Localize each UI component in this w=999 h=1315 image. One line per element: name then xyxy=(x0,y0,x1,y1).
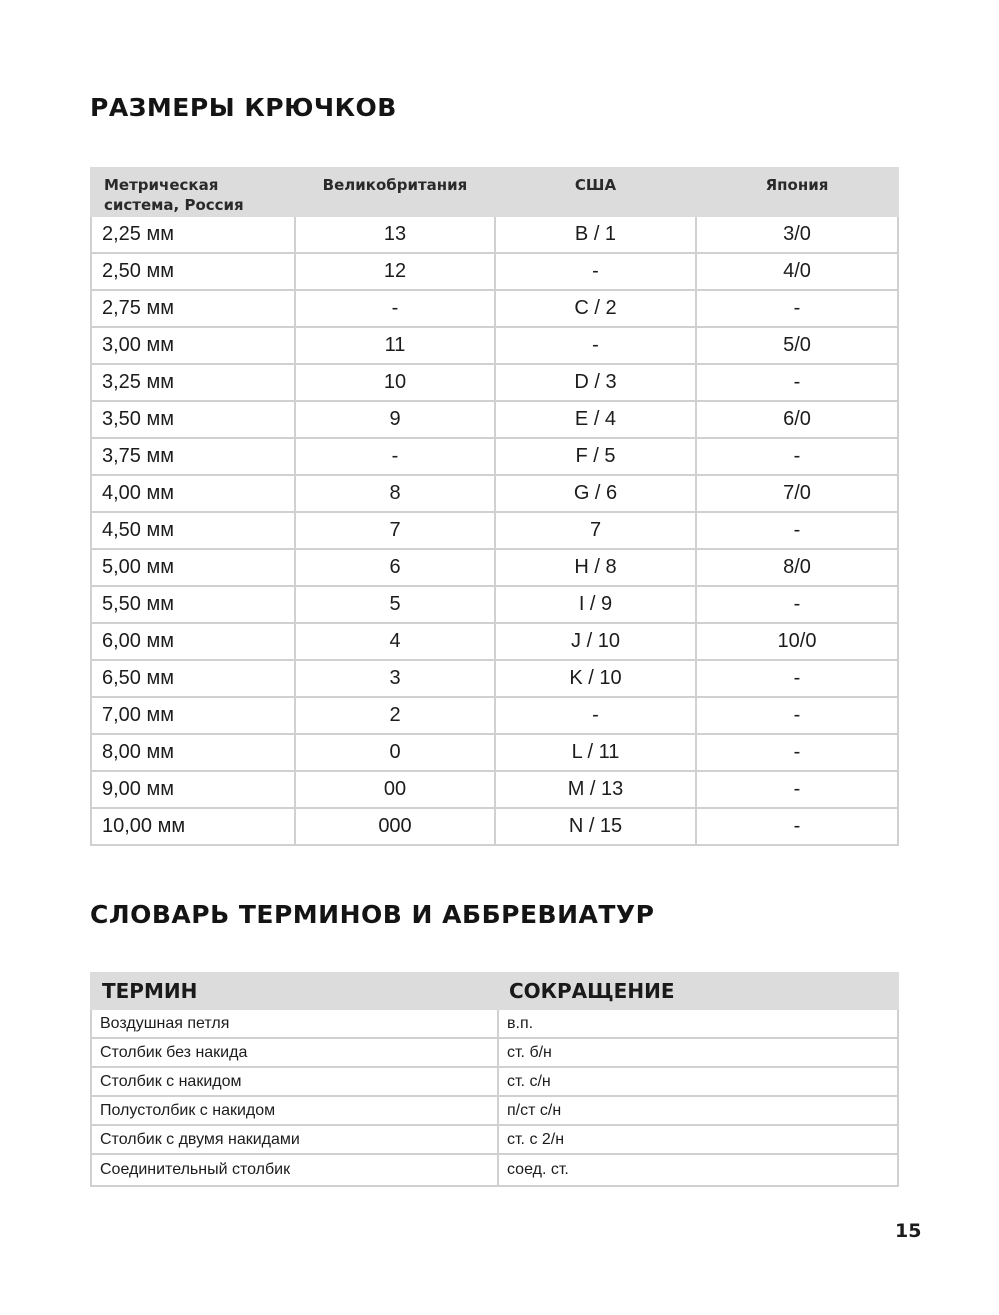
metric-size-cell: 3,25 мм xyxy=(91,364,295,401)
table-row xyxy=(91,1038,898,1067)
japan-size-cell: - xyxy=(696,512,898,549)
usa-size-cell: I / 9 xyxy=(495,586,696,623)
japan-size-cell: - xyxy=(696,697,898,734)
japan-size-cell: - xyxy=(696,290,898,327)
table-row xyxy=(91,364,898,401)
col-header-abbreviation: СОКРАЩЕНИЕ xyxy=(498,973,898,1009)
japan-size-cell: - xyxy=(696,660,898,697)
uk-size-cell: - xyxy=(295,290,495,327)
term-cell: Воздушная петля xyxy=(91,1009,498,1038)
table-row xyxy=(91,216,898,253)
usa-size-cell: L / 11 xyxy=(495,734,696,771)
japan-size-cell: 8/0 xyxy=(696,549,898,586)
abbreviation-cell: соед. ст. xyxy=(498,1154,898,1186)
table-row xyxy=(91,512,898,549)
col-header-metric: Метрическая система, Россия xyxy=(91,168,295,216)
abbreviation-cell: п/ст с/н xyxy=(498,1096,898,1125)
glossary-heading: СЛОВАРЬ ТЕРМИНОВ И АББРЕВИАТУР xyxy=(90,900,655,929)
uk-size-cell: - xyxy=(295,438,495,475)
metric-size-cell: 2,50 мм xyxy=(91,253,295,290)
table-row xyxy=(91,697,898,734)
metric-size-cell: 2,25 мм xyxy=(91,216,295,253)
table-row xyxy=(91,1154,898,1186)
usa-size-cell: - xyxy=(495,327,696,364)
metric-size-cell: 4,00 мм xyxy=(91,475,295,512)
term-cell: Столбик с двумя накидами xyxy=(91,1125,498,1154)
table-row xyxy=(91,734,898,771)
uk-size-cell: 000 xyxy=(295,808,495,845)
table-row xyxy=(91,327,898,364)
japan-size-cell: - xyxy=(696,808,898,845)
glossary-table xyxy=(90,972,899,1187)
usa-size-cell: - xyxy=(495,253,696,290)
metric-size-cell: 3,00 мм xyxy=(91,327,295,364)
uk-size-cell: 6 xyxy=(295,549,495,586)
metric-size-cell: 6,00 мм xyxy=(91,623,295,660)
usa-size-cell: 7 xyxy=(495,512,696,549)
term-cell: Столбик без накида xyxy=(91,1038,498,1067)
uk-size-cell: 8 xyxy=(295,475,495,512)
usa-size-cell: J / 10 xyxy=(495,623,696,660)
col-header-uk: Великобритания xyxy=(295,168,495,216)
metric-size-cell: 7,00 мм xyxy=(91,697,295,734)
table-row xyxy=(91,1009,898,1038)
japan-size-cell: 7/0 xyxy=(696,475,898,512)
metric-size-cell: 4,50 мм xyxy=(91,512,295,549)
table-row xyxy=(91,253,898,290)
table-row xyxy=(91,1096,898,1125)
usa-size-cell: G / 6 xyxy=(495,475,696,512)
usa-size-cell: K / 10 xyxy=(495,660,696,697)
metric-size-cell: 5,50 мм xyxy=(91,586,295,623)
usa-size-cell: E / 4 xyxy=(495,401,696,438)
table-row xyxy=(91,1125,898,1154)
term-cell: Полустолбик с накидом xyxy=(91,1096,498,1125)
table-row xyxy=(91,401,898,438)
page-number: 15 xyxy=(895,1220,922,1242)
uk-size-cell: 5 xyxy=(295,586,495,623)
usa-size-cell: H / 8 xyxy=(495,549,696,586)
table-row xyxy=(91,549,898,586)
uk-size-cell: 00 xyxy=(295,771,495,808)
term-cell: Соединительный столбик xyxy=(91,1154,498,1186)
metric-size-cell: 3,50 мм xyxy=(91,401,295,438)
hook-sizes-table xyxy=(90,167,899,846)
uk-size-cell: 0 xyxy=(295,734,495,771)
usa-size-cell: C / 2 xyxy=(495,290,696,327)
metric-size-cell: 9,00 мм xyxy=(91,771,295,808)
japan-size-cell: - xyxy=(696,586,898,623)
japan-size-cell: 6/0 xyxy=(696,401,898,438)
usa-size-cell: B / 1 xyxy=(495,216,696,253)
japan-size-cell: 3/0 xyxy=(696,216,898,253)
table-row xyxy=(91,290,898,327)
table-row xyxy=(91,623,898,660)
uk-size-cell: 3 xyxy=(295,660,495,697)
abbreviation-cell: ст. с 2/н xyxy=(498,1125,898,1154)
table-row xyxy=(91,475,898,512)
uk-size-cell: 4 xyxy=(295,623,495,660)
japan-size-cell: 10/0 xyxy=(696,623,898,660)
metric-size-cell: 8,00 мм xyxy=(91,734,295,771)
uk-size-cell: 12 xyxy=(295,253,495,290)
table-row xyxy=(91,771,898,808)
col-header-usa: США xyxy=(495,168,696,216)
uk-size-cell: 13 xyxy=(295,216,495,253)
hook-sizes-heading: РАЗМЕРЫ КРЮЧКОВ xyxy=(90,93,397,122)
glossary-header-row xyxy=(91,973,898,1009)
usa-size-cell: M / 13 xyxy=(495,771,696,808)
table-row xyxy=(91,660,898,697)
usa-size-cell: F / 5 xyxy=(495,438,696,475)
table-row xyxy=(91,1067,898,1096)
usa-size-cell: - xyxy=(495,697,696,734)
table-row xyxy=(91,438,898,475)
metric-size-cell: 3,75 мм xyxy=(91,438,295,475)
usa-size-cell: D / 3 xyxy=(495,364,696,401)
uk-size-cell: 10 xyxy=(295,364,495,401)
japan-size-cell: - xyxy=(696,364,898,401)
metric-size-cell: 5,00 мм xyxy=(91,549,295,586)
abbreviation-cell: ст. б/н xyxy=(498,1038,898,1067)
uk-size-cell: 7 xyxy=(295,512,495,549)
table-row xyxy=(91,808,898,845)
metric-size-cell: 2,75 мм xyxy=(91,290,295,327)
uk-size-cell: 11 xyxy=(295,327,495,364)
hook-sizes-header-row xyxy=(91,168,898,216)
table-row xyxy=(91,586,898,623)
uk-size-cell: 2 xyxy=(295,697,495,734)
japan-size-cell: - xyxy=(696,771,898,808)
col-header-term: ТЕРМИН xyxy=(91,973,498,1009)
abbreviation-cell: в.п. xyxy=(498,1009,898,1038)
japan-size-cell: - xyxy=(696,438,898,475)
japan-size-cell: 4/0 xyxy=(696,253,898,290)
col-header-japan: Япония xyxy=(696,168,898,216)
japan-size-cell: 5/0 xyxy=(696,327,898,364)
usa-size-cell: N / 15 xyxy=(495,808,696,845)
uk-size-cell: 9 xyxy=(295,401,495,438)
metric-size-cell: 6,50 мм xyxy=(91,660,295,697)
japan-size-cell: - xyxy=(696,734,898,771)
metric-size-cell: 10,00 мм xyxy=(91,808,295,845)
term-cell: Столбик с накидом xyxy=(91,1067,498,1096)
abbreviation-cell: ст. с/н xyxy=(498,1067,898,1096)
